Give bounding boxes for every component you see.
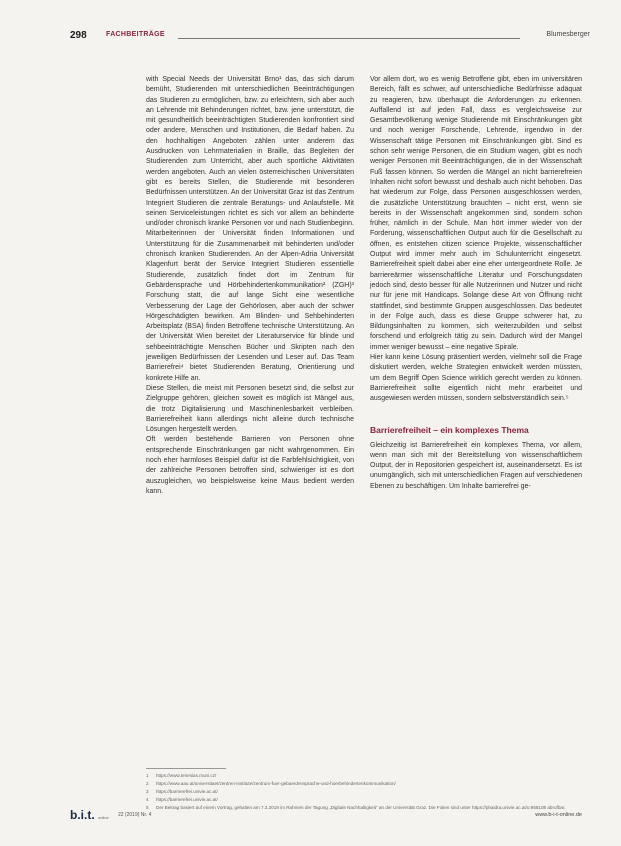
footnote-number: 3 <box>146 789 149 794</box>
footnote-number: 2 <box>146 781 149 786</box>
footnote-rule <box>146 768 226 769</box>
footnote <box>146 772 582 780</box>
paragraph: Gleichzeitig ist Barrierefreiheit ein komplexes Thema, vor allem, wenn man sich mit der Bereitstellung von wissenschaftlichem Output, der in Repositorien gespeichert ist, auseinandersetzt. Es ist unumgänglich, sich mit unterschiedlichen Fragen auf verschiedenen Ebenen zu beschäftigen. Um Inhalte barrierefrei ge- <box>370 441 582 490</box>
footnote-number: 5 <box>146 805 149 810</box>
page-number: 298 <box>70 30 87 41</box>
paragraph: Diese Stellen, die meist mit Personen besetzt sind, die selbst zur Zielgruppe gehören, gleichen soweit es möglich ist Mängel aus, die trotz Digitalisierung und Maschinenlesbarkeit verbleiben. Barrierefreiheit kann allerdings nicht alleine durch technische Lösungen hergestellt werden. <box>146 384 354 434</box>
right-column <box>370 75 582 492</box>
footnote-text[interactable]: https://barrierefrei.univie.ac.at/ <box>156 797 218 802</box>
footnote-number: 4 <box>146 797 149 802</box>
subheading: Barrierefreiheit – ein komplexes Thema <box>370 424 529 435</box>
header-rule <box>178 38 520 39</box>
paragraph: with Special Needs der Universität Brno¹ das, das sich darum bemüht, Studierenden mit unterschiedlichen Beeinträchtigungen das Studieren zu ermöglichen, bzw. zu erleichtern, sich aber auch an Lehrende mit Behinderungen richtet, bzw. jene unterstützt, die mit gesundheitlich beeinträchtigten Studierenden konfrontiert sind oder andere, Menschen und Institutionen, die Bedarf haben. Zu den hochhaltigen Angeboten zählen unter anderem das Ausdrucken von Lehrmaterialien in Braille, das Begleiten der Studierenden zum Unterricht, aber auch sportliche Aktivitäten werden angeboten. Auch an vielen österreichischen Universitäten gibt es bereits Stellen, die Studierende mit besonderen Bedürfnissen unterstützen. An der Universität Graz ist das Zentrum Integriert Studieren die zentrale Beratungs- und Anlaufstelle. Mit seinen Serviceleistungen richtet es sich vor allem an behinderte und/oder chronisch kranke Personen vor und nach Studienbeginn. Mitarbeiterinnen der Universität finden Informationen und Unterstützung für die Zusammenarbeit mit behinderten und/oder chronisch kranken Studierenden. An der Alpen-Adria Universität Klagenfurt berät der Service Integriert Studieren essentielle Studierende, zusätzlich findet dort im Zentrum für Gebärdensprache und Hörbehindertenkommunikation² (ZGH)³ Forschung statt, die auf lange Sicht eine wesentliche Verbesserung der Lage der Gehörlosen, aber auch der schwer Hörgeschädigten bewirken. Am Blinden- und Sehbehinderten Arbeitsplatz (BSA) finden Betroffene technische Unterstützung. An der Universität Wien bereitet der Literaturservice für blinde und sehbeeinträchtigte Menschen Bücher und Skripten nach den jeweiligen Bedürfnissen der Lesenden und Leser auf. Das Team Barrierefrei⁴ bietet Studierenden Beratung, Orientierung und konkrete Hilfe an. <box>146 76 354 382</box>
paragraph: Hier kann keine Lösung präsentiert werden, vielmehr soll die Frage diskutiert werden, welche Strategien entwickelt werden müssten, um dem Begriff Open Science wirklich gerecht werden zu können. Barrierefreiheit sollte eigentlich nicht mehr erarbeitet und ausgewiesen werden müssen, sondern selbstverständlich sein.⁵ <box>370 354 582 403</box>
footnote-text[interactable]: https://www.aau.at/universitaet/zentren-institute/zentrum-fuer-gebaerdensprache-und-hoerbehindertenkommunikation/ <box>156 781 396 786</box>
footnote <box>146 796 582 804</box>
paragraph: Vor allem dort, wo es wenig Betroffene gibt, eben im universitären Bereich, fällt es schwer, auf unterschiedliche Bedürfnisse adäquat zu reagieren, bzw. überhaupt die Anforderungen zu erkennen. Auffallend ist auf jeden Fall, dass es vergleichsweise zur Gesamtbevölkerung wenige Studierende mit Einschränkungen gibt und noch weniger Forschende, Lehrende, irgendwo in der Wissenschaft tätige Personen mit Einschränkungen gibt. Sind es schon sehr wenige Personen, die ein Studium wagen, gibt es noch weniger Personen mit Beeinträchtigungen, die in der Wissenschaft Fuß fassen können. So werden die Mängel an nicht barrierefreien Inhalten nicht sofort bewusst und deshalb auch nicht behoben. Das hat wiederum zur Folge, dass Personen ausgeschlossen werden, die zusätzliche Unterstützung brauchten – nicht erst, wenn sie bereits in der Wissenschaft angekommen sind, sondern schon früher, nämlich in der Schule. Man hört immer wieder von der Forderung, wissenschaftlichen Output auch für die Gesellschaft zu öffnen, es entstehen citizen science Projekte, wissenschaftlicher Output wird immer mehr auch im Schulunterricht eingesetzt. Barrierefreiheit spielt dabei aber eine eher untergeordnete Rolle. Je barriereärmer wissenschaftliche Literatur und Forschungsdaten jedoch sind, desto besser für alle Nutzerinnen und Nutzer und nicht nur für jene mit Handicaps. Solange diese Art von Öffnung nicht stattfindet, sind bestimmte Gruppen ausgeschlossen. Das bedeutet in der Folge auch, dass es diese Gruppe schwerer hat, zu Bildungsinhalten zu kommen, sich weiterzubilden und selbst forschend und erfolgreich tätig zu sein. Dadurch wird der Mangel immer weniger bewusst – eine negative Spirale. <box>370 76 582 351</box>
section-label: FACHBEITRÄGE <box>106 31 165 38</box>
bit-logo <box>70 808 109 822</box>
footnote-text[interactable]: Der Beitrag basiert auf einem Vortrag, gehalten am 7.3.2019 im Rahmen der Tagung „Digitale Nachhaltigkeit“ an der Universität Graz. Die Folien sind unter https://phaidra.univie.ac.at/o:958108 abrufbar. <box>156 805 566 810</box>
page-header <box>70 30 590 44</box>
logo-text: b.i.t. <box>70 808 95 822</box>
issue-label: 22 (2019) Nr. 4 <box>118 812 152 818</box>
logo-subtext: online <box>98 815 109 820</box>
paragraph: Oft werden bestehende Barrieren von Personen ohne entsprechende Einschränkungen gar nicht wahrgenommen. Ein noch eher harmloses Beispiel dafür ist die Farbfehlsichtigkeit, von der zahlreiche Personen betroffen sind, schwieriger ist es dort auszugleichen, wo beispielsweise keine Maus bedient werden kann. <box>146 436 354 495</box>
footnote-text[interactable]: https://www.teiresias.muni.cz/ <box>156 773 217 778</box>
footnote-number: 1 <box>146 773 149 778</box>
footnote <box>146 788 582 796</box>
left-column <box>146 75 354 497</box>
footnote <box>146 780 582 788</box>
page-footer <box>70 810 582 824</box>
footnote-text[interactable]: https://barrierefrei.univie.ac.at/ <box>156 789 218 794</box>
footer-url[interactable]: www.b-i-t-online.de <box>535 812 582 818</box>
author-name: Blumesberger <box>546 31 590 38</box>
footnotes <box>146 772 582 812</box>
